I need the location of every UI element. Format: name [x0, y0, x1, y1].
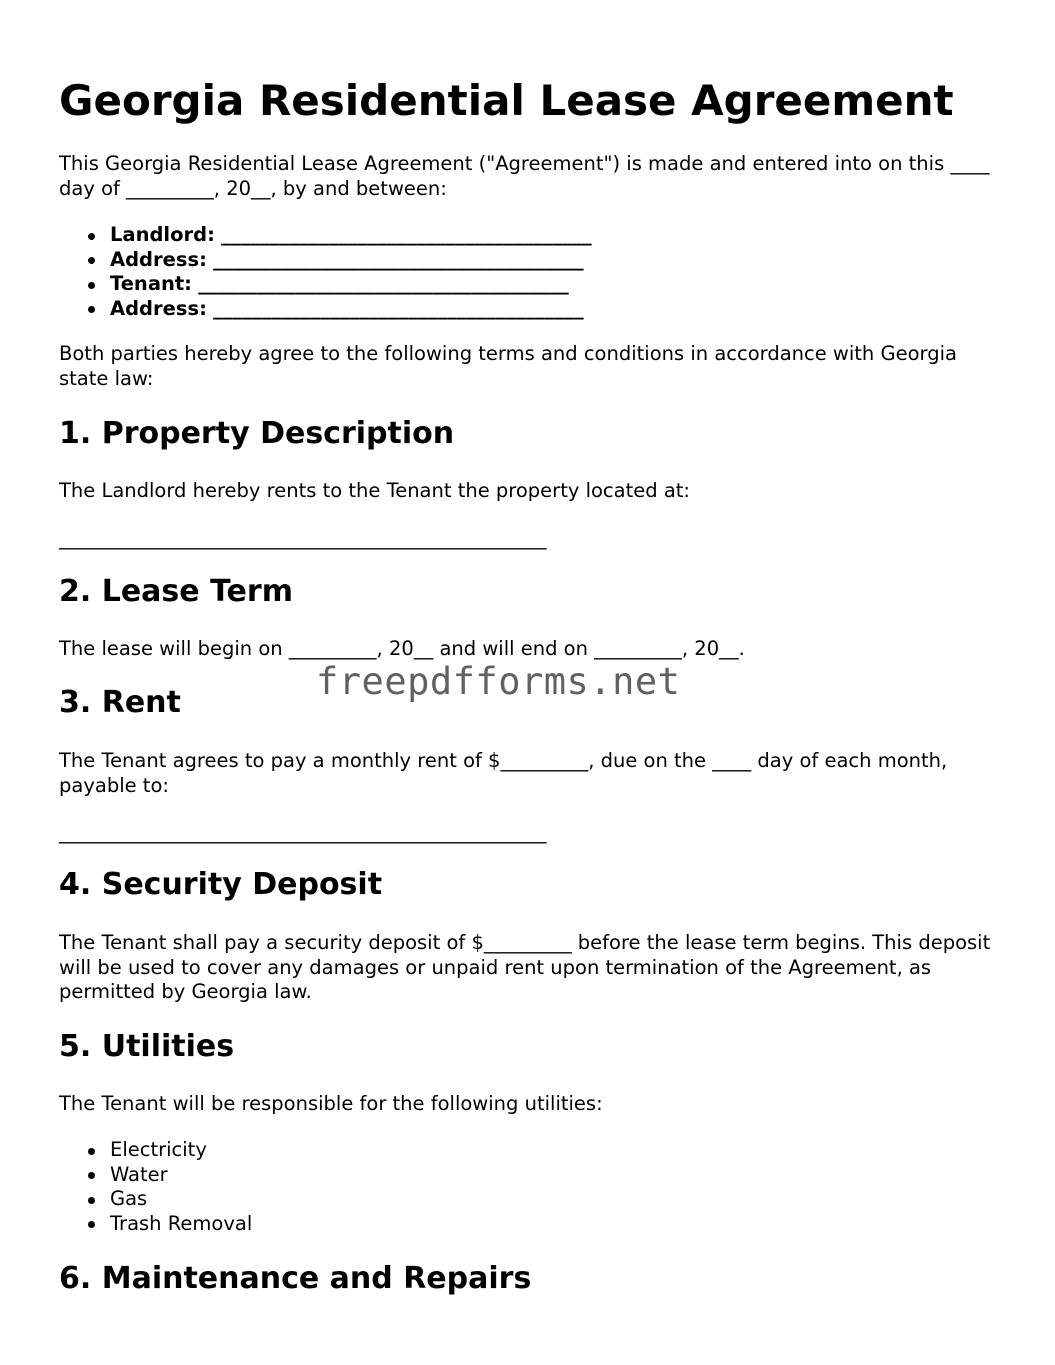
party-blank: ______________________________________ — [221, 223, 592, 246]
party-label: Address: — [110, 296, 207, 320]
agreement-paragraph: Both parties hereby agree to the following terms and conditions in accordance with Georgia state law: — [59, 342, 957, 390]
section-heading-deposit: 4. Security Deposit — [59, 867, 383, 902]
section-heading-term: 2. Lease Term — [59, 574, 293, 609]
party-landlord-address — [59, 248, 592, 273]
party-label: Tenant: — [110, 272, 192, 295]
section-heading-rent: 3. Rent — [59, 685, 181, 720]
party-blank: ______________________________________ — [213, 296, 584, 320]
property-text: The Landlord hereby rents to the Tenant the property located at: — [59, 479, 690, 502]
term-text: The lease will begin on _________, 20__ and will end on _________, 20__. — [59, 637, 745, 660]
section-heading-utilities: 5. Utilities — [59, 1029, 235, 1064]
rent-text: The Tenant agrees to pay a monthly rent of $_________, due on the ____ day of each month, payable to: — [59, 749, 948, 797]
party-blank: ______________________________________ — [213, 247, 584, 271]
rent-blank-line: __________________________________________________ — [59, 821, 547, 844]
parties-list — [59, 223, 592, 321]
list-item: Gas — [59, 1187, 252, 1212]
party-landlord — [59, 223, 592, 248]
intro-paragraph: This Georgia Residential Lease Agreement ("Agreement") is made and entered into on this ____ day of _________, 20__, by and between: — [59, 152, 990, 200]
property-blank-line: __________________________________________________ — [59, 527, 547, 550]
party-label: Address: — [110, 247, 207, 271]
party-tenant-address — [59, 297, 592, 322]
list-item: Trash Removal — [59, 1212, 252, 1237]
utilities-list — [59, 1138, 252, 1236]
utilities-text: The Tenant will be responsible for the following utilities: — [59, 1092, 603, 1115]
section-heading-property: 1. Property Description — [59, 416, 455, 451]
section-heading-maintenance: 6. Maintenance and Repairs — [59, 1261, 532, 1296]
list-item: Water — [59, 1163, 252, 1188]
party-blank: ______________________________________ — [198, 272, 569, 295]
document-title: Georgia Residential Lease Agreement — [59, 76, 954, 125]
list-item: Electricity — [59, 1138, 252, 1163]
party-tenant — [59, 272, 592, 297]
party-label: Landlord: — [110, 223, 215, 246]
deposit-text: The Tenant shall pay a security deposit of $_________ before the lease term begins. This deposit will be used to cover any damages or unpaid rent upon termination of the Agreement, as permitted by Georgia law. — [59, 931, 991, 1003]
watermark: freepdfforms.net — [316, 660, 681, 703]
